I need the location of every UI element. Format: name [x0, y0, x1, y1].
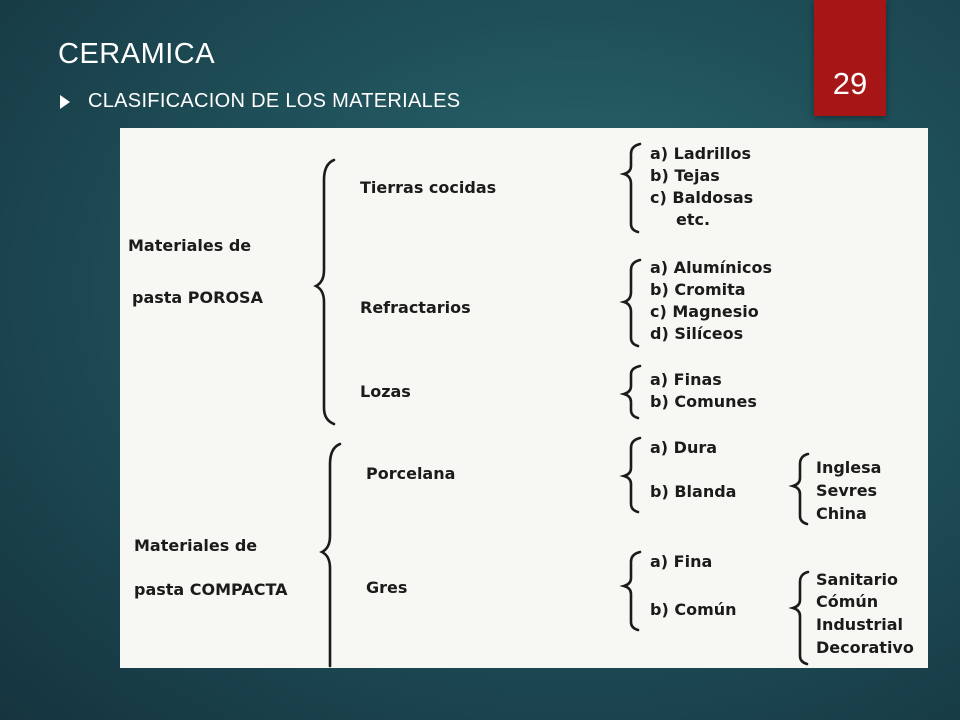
- item-tejas: b) Tejas: [650, 166, 720, 185]
- bullet-text: CLASIFICACION DE LOS MATERIALES: [88, 90, 461, 112]
- category-tierras: Tierras cocidas: [360, 178, 497, 197]
- brace-refractarios: [624, 260, 640, 346]
- item-cromita: b) Cromita: [650, 280, 746, 299]
- item-comunes: b) Comunes: [650, 392, 757, 411]
- brace-gres: [624, 552, 640, 630]
- item-baldosas: c) Baldosas: [650, 188, 754, 207]
- type-sanitario: Sanitario: [816, 570, 899, 589]
- brace-porcelana: [624, 438, 640, 512]
- item-finas: a) Finas: [650, 370, 722, 389]
- group-label-porosa-line1: Materiales de: [128, 236, 252, 255]
- group-label-compacta-line1: Materiales de: [134, 536, 258, 555]
- type-comun: Cómún: [816, 592, 879, 611]
- category-refractarios: Refractarios: [360, 298, 471, 317]
- page-number-tab: [814, 0, 886, 116]
- page-number: 29: [832, 66, 868, 101]
- group-label-porosa-line2: pasta POROSA: [132, 288, 263, 307]
- category-lozas: Lozas: [360, 382, 411, 401]
- brace-comun-types: [793, 572, 808, 664]
- group-label-compacta-line2: pasta COMPACTA: [134, 580, 288, 599]
- category-gres: Gres: [366, 578, 408, 597]
- slide-title: CERAMICA: [58, 38, 216, 70]
- brace-blanda-types: [793, 454, 808, 524]
- brace-lozas: [624, 366, 640, 418]
- item-blanda: b) Blanda: [650, 482, 737, 501]
- classification-diagram: [120, 128, 928, 668]
- type-industrial: Industrial: [816, 615, 904, 634]
- type-decorativo: Decorativo: [816, 638, 914, 657]
- brace-tierras: [624, 144, 640, 232]
- bullet-arrow-icon: [60, 95, 70, 109]
- bullet-item: [60, 90, 460, 113]
- brace-porosa: [316, 160, 334, 424]
- item-siliceos: d) Silíceos: [650, 324, 744, 343]
- item-aluminicos: a) Alumínicos: [650, 258, 772, 277]
- brace-compacta: [322, 444, 340, 666]
- item-comun: b) Común: [650, 600, 737, 619]
- item-magnesio: c) Magnesio: [650, 302, 759, 321]
- type-china: China: [816, 504, 867, 523]
- item-dura: a) Dura: [650, 438, 718, 457]
- type-inglesa: Inglesa: [816, 458, 882, 477]
- type-sevres: Sevres: [816, 481, 878, 500]
- category-porcelana: Porcelana: [366, 464, 456, 483]
- item-etc: etc.: [676, 210, 711, 229]
- item-fina: a) Fina: [650, 552, 713, 571]
- item-ladrillos: a) Ladrillos: [650, 144, 751, 163]
